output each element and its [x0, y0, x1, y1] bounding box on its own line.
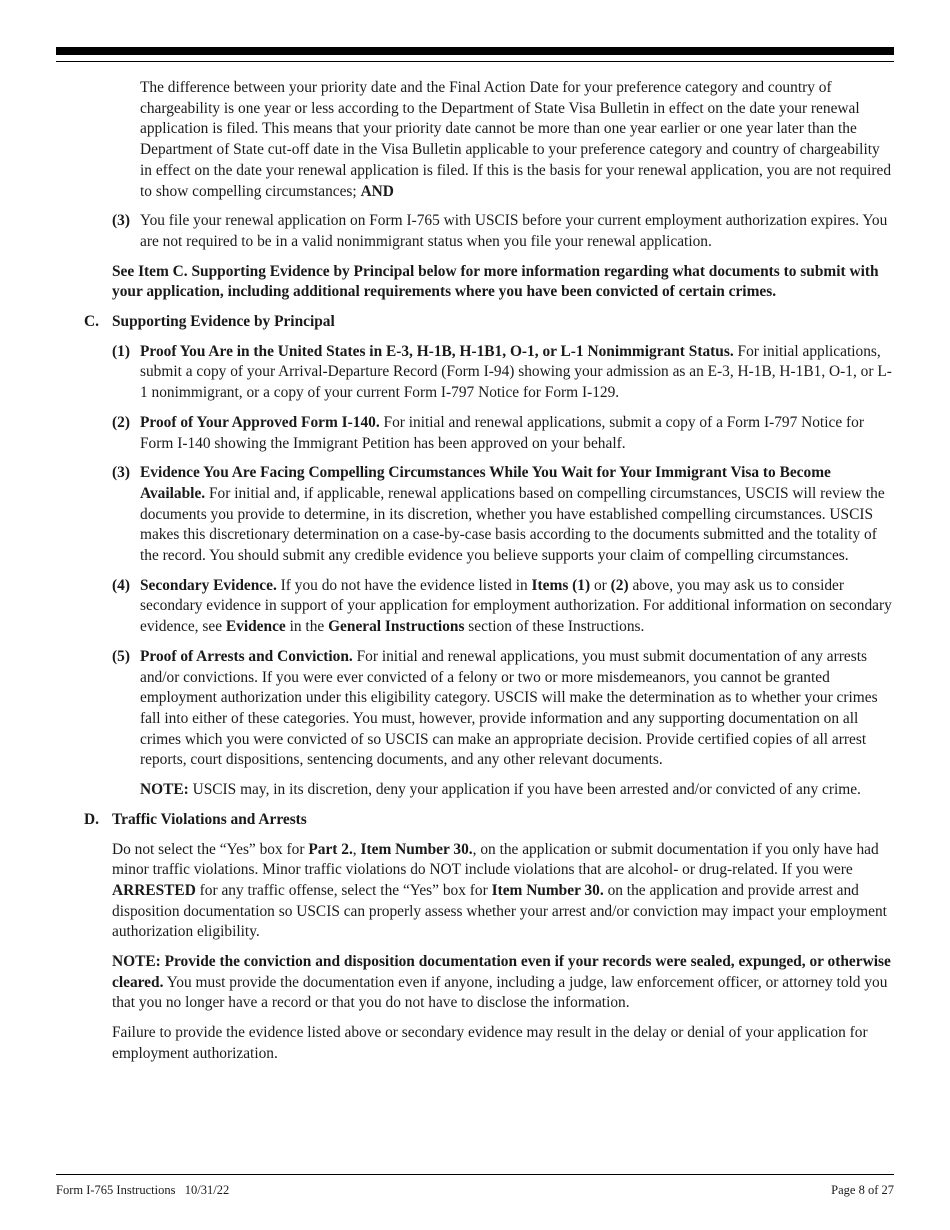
intro-paragraph: The difference between your priority date and the Final Action Date for your preference category and country of chargeability is one year or less according to the Department of State Visa Bulletin in effect on the date your renewal application is filed. This means that your priority date cannot be more than one year earlier or one year later than the Department of State cut-off date in the Visa Bulletin applicable to your preference category and country of chargeability in effect on the date your renewal application is filed. If this is the basis for your renewal application, you are not required to show compelling circumstances; AND — [140, 79, 892, 200]
section-c-heading: C. Supporting Evidence by Principal — [84, 313, 335, 331]
footer-rule — [56, 1174, 894, 1175]
evidence-item-4: (4) Secondary Evidence. If you do not have the evidence listed in Items (1) or (2) above, you may ask us to consider secondary evidence in support of your application for employment authorization. For additional information on secondary evidence, see Evidence in the General Instructions section of these Instructions. — [112, 576, 892, 636]
traffic-paragraph: Do not select the “Yes” box for Part 2., Item Number 30., on the application or submit documentation if you only have had minor traffic violations. Minor traffic violations do NOT include violations that are alcohol- or drug-related. If you were ARRESTED for any traffic offense, select the “Yes” box for Item Number 30. on the application and provide arrest and disposition documentation so USCIS can properly assess whether your arrest and/or conviction may impact your employment authorization eligibility. — [112, 840, 887, 941]
evidence-item-5-note: NOTE: USCIS may, in its discretion, deny your application if you have been arrested and/or convicted of any crime. — [140, 781, 861, 799]
page-body — [56, 78, 894, 1065]
section-d-heading: D. Traffic Violations and Arrests — [84, 810, 307, 828]
header-thin-rule — [56, 61, 894, 62]
evidence-item-1: (1) Proof You Are in the United States in E-3, H-1B, H-1B1, O-1, or L-1 Nonimmigrant Status. For initial applications, submit a copy of your Arrival-Departure Record (Form I-94) showing your admission as an E-3, H-1B, H-1B1, O-1, or L-1 nonimmigrant, or a copy of your current Form I-797 Notice for Form I-129. — [112, 342, 892, 402]
evidence-item-5: (5) Proof of Arrests and Conviction. For initial and renewal applications, you must submit documentation of any arrests and/or convictions. If you were ever convicted of a felony or two or more misdemeanors, you cannot be granted employment authorization under this eligibility category. USCIS will make the determination as to whether your crimes fall into either of these categories. You must, however, provide information and any supporting documentation on all crimes which you were convicted of so USCIS can make an appropriate decision. Provide certified copies of all arrest reports, court dispositions, sentencing documents, and any other relevant documents. — [112, 647, 878, 769]
footer-page-number: Page 8 of 27 — [831, 1183, 894, 1197]
evidence-item-3: (3) Evidence You Are Facing Compelling Circumstances While You Wait for Your Immigrant Visa to Become Available. For initial and, if applicable, renewal applications based on compelling circumstances, USCIS will review the documents you provide to determine, in its discretion, whether you have established compelling circumstances. USCIS makes this discretionary determination on a case-by-case basis according to the documents submitted and the totality of the record. You should submit any credible evidence you believe supports your claim of compelling circumstances. — [112, 464, 885, 565]
see-item-c-note: See Item C. Supporting Evidence by Principal below for more information regarding what documents to submit with your application, including additional requirements where you have been convicted of certain crimes. — [112, 262, 879, 301]
failure-paragraph: Failure to provide the evidence listed above or secondary evidence may result in the delay or denial of your application for employment authorization. — [112, 1024, 868, 1062]
item-3-renewal: (3) You file your renewal application on Form I-765 with USCIS before your current employment authorization expires. You are not required to be in a valid nonimmigrant status when you file your renewal application. — [112, 212, 888, 250]
footer-form-id: Form I-765 Instructions 10/31/22 — [56, 1183, 230, 1197]
traffic-note: NOTE: Provide the conviction and disposition documentation even if your records were sealed, expunged, or otherwise cleared. You must provide the documentation even if anyone, including a judge, law enforcement officer, or attorney told you that you no longer have a record or that you do not have to disclose the information. — [112, 953, 891, 1012]
header-thick-rule — [56, 47, 894, 55]
evidence-item-2: (2) Proof of Your Approved Form I-140. For initial and renewal applications, submit a copy of a Form I-797 Notice for Form I-140 showing the Immigrant Petition has been approved on your behalf. — [112, 413, 864, 452]
